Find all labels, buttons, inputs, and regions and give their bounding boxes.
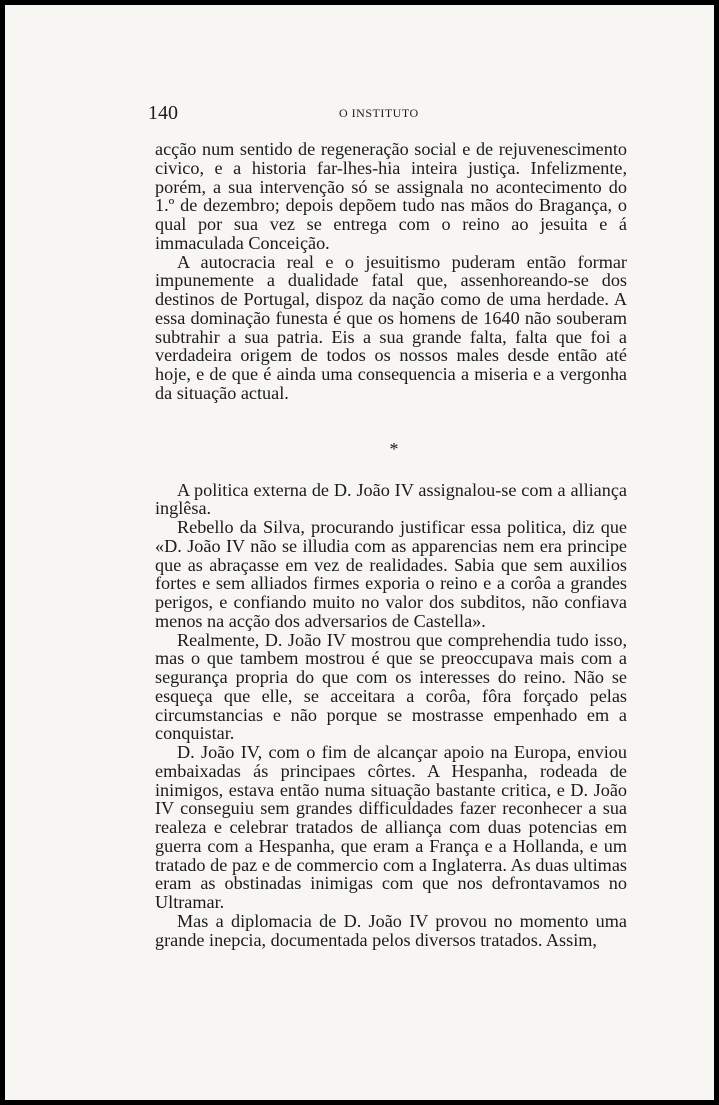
running-head: O INSTITUTO <box>339 106 419 120</box>
paragraph: Rebello da Silva, procurando justificar essa politica, diz que «D. João IV não se illudia com as apparencias nem era principe que as abraçasse em vez de realidades. Sabia que sem auxilios fortes e sem alliados firmes exporia o reino e a corôa a grandes perigos, e confiando muito no valor dos subditos, não confiava menos na acção dos adversarios de Castella». <box>155 517 627 631</box>
paragraph: acção num sentido de regeneração social e de rejuvenescimento civico, e a historia far-lhes-hia inteira justiça. Infelizmente, porém, a sua intervenção só se assignala no acontecimento do 1.º de dezembro; depois depõem tudo nas mãos do Bragança, o qual por sua vez se entrega com o reino ao jesuita e á immaculada Conceição. <box>155 139 627 253</box>
paragraph: D. João IV, com o fim de alcançar apoio na Europa, enviou embaixadas ás principaes côrtes. A Hespanha, rodeada de inimigos, estava então numa situação bastante critica, e D. João IV conseguiu sem grandes difficuldades fazer reconhecer a sua realeza e celebrar tratados de alliança com duas potencias em guerra com a Hespanha, que eram a França e a Hollanda, e um tratado de paz e de commercio com a Inglaterra. As duas ultimas eram as obstinadas inimigas com que nos defrontavamos no Ultramar. <box>155 742 627 912</box>
paragraph: A politica externa de D. João IV assignalou-se com a alliança inglêsa. <box>155 479 627 519</box>
paragraph: Mas a diplomacia de D. João IV provou no momento uma grande inepcia, documentada pelos diversos tratados. Assim, <box>155 910 627 950</box>
section-ornament: * <box>389 438 399 459</box>
book-page <box>5 5 714 1100</box>
page-number: 140 <box>148 102 178 124</box>
paragraph: A autocracia real e o jesuitismo puderam então formar impunemente a dualidade fatal que, assenhoreando-se dos destinos de Portugal, dispoz da nação como de uma herdade. A essa dominação funesta é que os homens de 1640 não souberam subtrahir a sua patria. Eis a sua grande falta, falta que foi a verdadeira origem de todos os nossos males desde então até hoje, e de que é ainda uma consequencia a miseria e a vergonha da situação actual. <box>155 251 627 403</box>
page-header <box>5 102 714 124</box>
paragraph: Realmente, D. João IV mostrou que comprehendia tudo isso, mas o que tambem mostrou é que se preoccupava mais com a segurança propria do que com os interesses do reino. Não se esqueça que elle, se acceitara a corôa, fôra forçado pelas circumstancias e não porque se mostrasse empenhado em a conquistar. <box>155 629 627 744</box>
body-text <box>155 140 627 949</box>
